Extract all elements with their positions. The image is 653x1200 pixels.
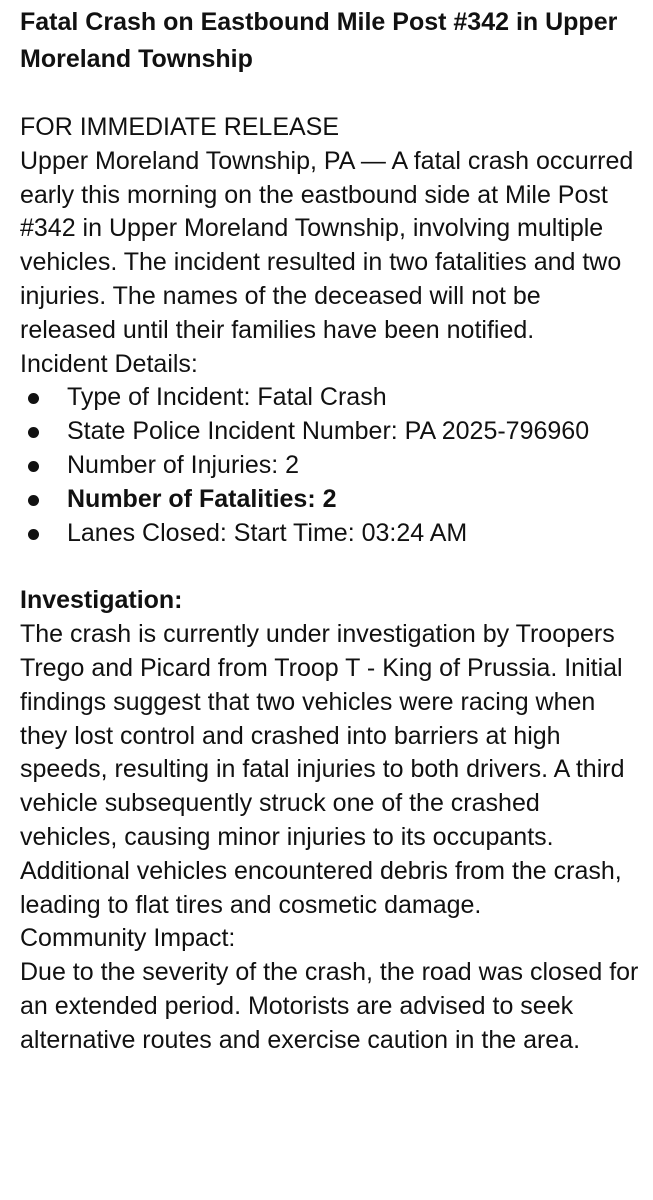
bullet-icon (28, 461, 39, 472)
detail-text: State Police Incident Number: PA 2025-796960 (67, 417, 590, 446)
detail-item-fatalities (20, 483, 641, 517)
intro-paragraph: Upper Moreland Township, PA — A fatal crash occurred early this morning on the eastbound side at Mile Post #342 in Upper Moreland Township, involving multiple vehicles. The incident resulted in two fatalities and two injuries. The names of the deceased will not be released until their families have been notified. (20, 146, 634, 344)
details-list (20, 381, 641, 550)
community-paragraph: Due to the severity of the crash, the road was closed for an extended period. Motorists are advised to seek alternative routes and exercise caution in the area. (20, 958, 639, 1054)
detail-item-injuries (20, 449, 641, 483)
details-heading: Incident Details: (20, 349, 198, 378)
investigation-heading: Investigation: (20, 586, 183, 615)
detail-text: Number of Fatalities: 2 (67, 484, 337, 513)
spacer (20, 78, 641, 111)
detail-text: Lanes Closed: Start Time: 03:24 AM (67, 518, 468, 547)
detail-item-incident-type (20, 381, 641, 415)
detail-text: Type of Incident: Fatal Crash (67, 383, 387, 412)
detail-item-lanes-closed (20, 517, 641, 551)
release-title: Fatal Crash on Eastbound Mile Post #342 in Upper Moreland Township (20, 8, 618, 73)
detail-text: Number of Injuries: 2 (67, 450, 300, 479)
investigation-paragraph: The crash is currently under investigation by Troopers Trego and Picard from Troop T - King of Prussia. Initial findings suggest that two vehicles were racing when they lost control and crashed into barriers at high speeds, resulting in fatal injuries to both drivers. A third vehicle subsequently struck one of the crashed vehicles, causing minor injuries to its occupants. Additional vehicles encountered debris from the crash, leading to flat tires and cosmetic damage. (20, 620, 625, 919)
bullet-icon (28, 529, 39, 540)
detail-item-incident-number (20, 415, 641, 449)
release-label: FOR IMMEDIATE RELEASE (20, 113, 340, 141)
bullet-icon (28, 427, 39, 438)
bullet-icon (28, 495, 39, 506)
bullet-icon (28, 393, 39, 404)
section-gap (20, 550, 641, 584)
community-heading: Community Impact: (20, 924, 236, 953)
